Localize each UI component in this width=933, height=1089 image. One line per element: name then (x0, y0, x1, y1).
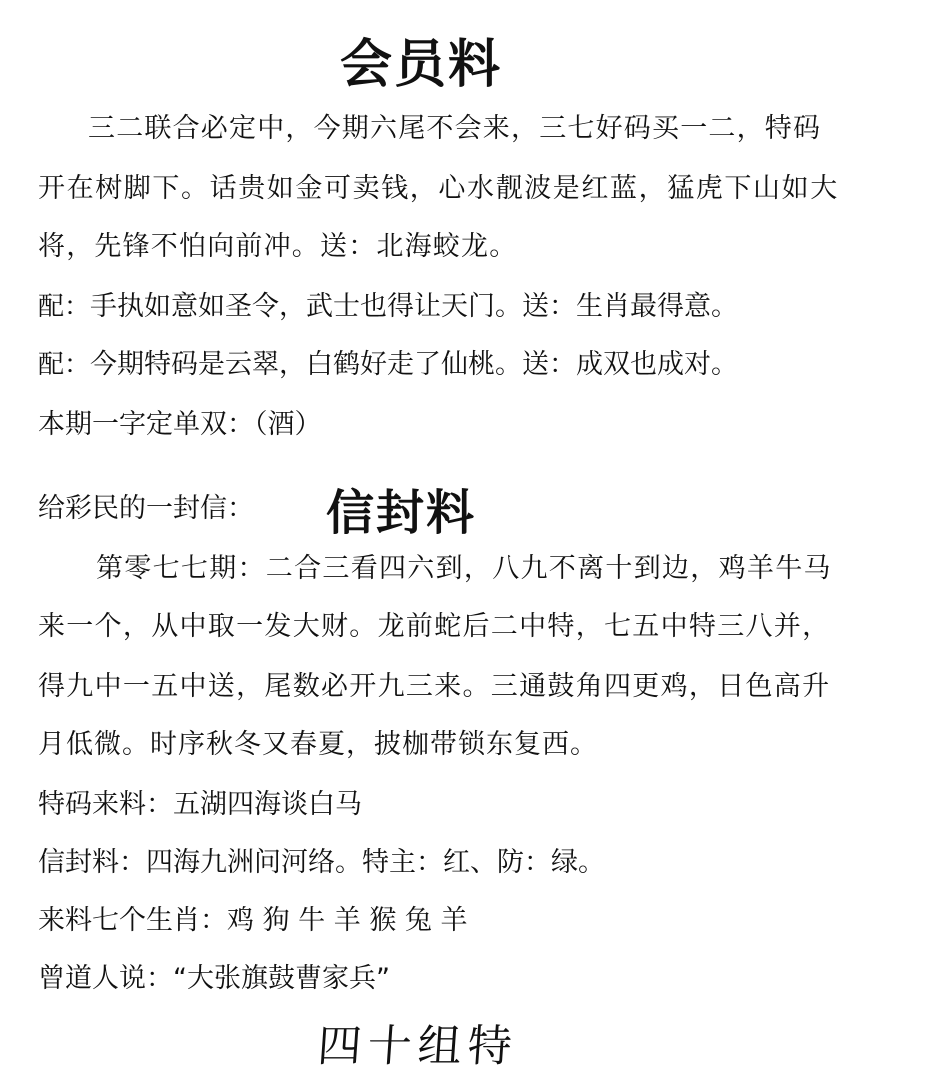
pei-line-1 (38, 284, 738, 323)
pei-label: 配： (38, 350, 91, 380)
pei-label: 配： (38, 292, 91, 322)
paragraph-line-1: 三二联合必定中，今期六尾不会来，三七好码买一二，特码 (88, 113, 822, 144)
seven-zodiac-line: 来料七个生肖：鸡 狗 牛 羊 猴 兔 羊 (38, 905, 468, 936)
pei-text: 手执如意如圣令，武士也得让天门。送：生肖最得意。 (90, 291, 739, 322)
letter-intro-label: 给彩民的一封信： (38, 493, 254, 524)
pei-line-2 (38, 342, 738, 381)
section-title-huiyuanliao: 会员料 (340, 35, 503, 95)
paragraph-line-2: 开在树脚下。话贵如金可卖钱，心水靓波是红蓝，猛虎下山如大 (38, 173, 839, 204)
section-title-xinfengliao: 信封料 (326, 485, 477, 541)
tema-laiiao-line: 特码来料：五湖四海谈白马 (38, 789, 362, 820)
xinfengliao-line: 信封料：四海九洲问河络。特主：红、防：绿。 (38, 847, 605, 878)
danshuang-line: 本期一字定单双：（酒） (38, 409, 322, 440)
handwritten-note: 四十组特 (315, 1021, 520, 1072)
paragraph-line-3: 将，先锋不怕向前冲。送：北海蛟龙。 (38, 231, 518, 262)
letter-line-1: 第零七七期：二合三看四六到，八九不离十到边，鸡羊牛马 (96, 553, 832, 584)
pei-text: 今期特码是云翠，白鹤好走了仙桃。送：成双也成对。 (90, 349, 739, 380)
zengdao-line: 曾道人说：“大张旗鼓曹家兵” (38, 963, 390, 994)
letter-line-3: 得九中一五中送，尾数必开九三来。三通鼓角四更鸡，日色高升 (38, 671, 831, 702)
letter-line-2: 来一个，从中取一发大财。龙前蛇后二中特，七五中特三八并， (38, 611, 831, 642)
letter-line-4: 月低微。时序秋冬又春夏，披枷带锁东复西。 (38, 729, 598, 760)
